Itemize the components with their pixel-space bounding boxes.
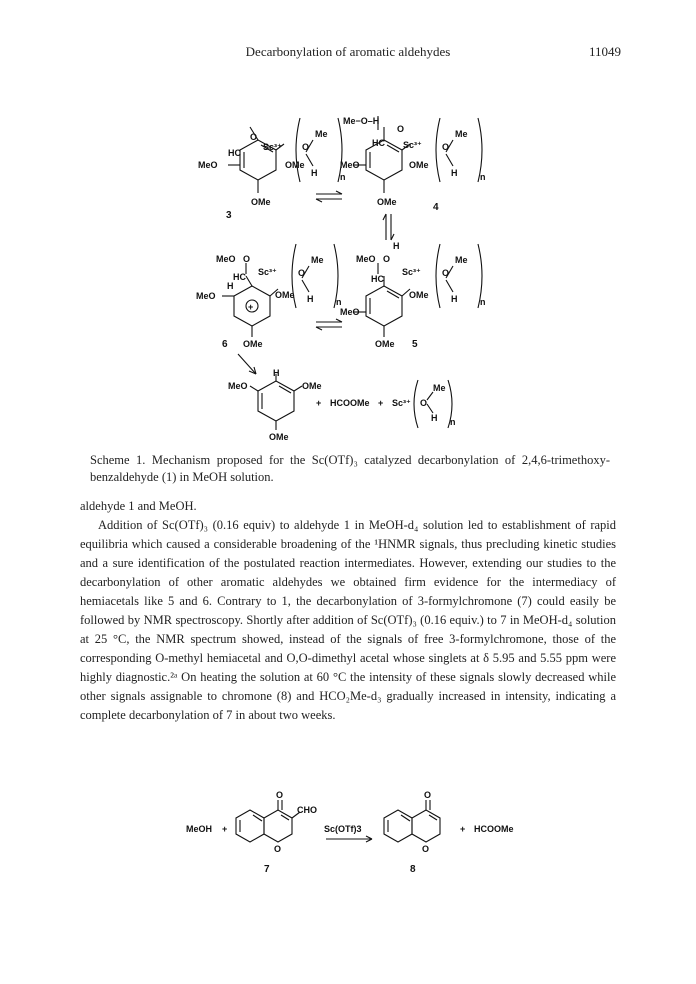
- h-label: H: [273, 368, 280, 378]
- caption-label: Scheme 1.: [90, 453, 146, 467]
- hcoome-label: HCOOMe: [330, 398, 370, 408]
- meo-label: MeO: [196, 291, 216, 301]
- ome-label: OMe: [269, 432, 289, 442]
- me-label: Me: [311, 255, 324, 265]
- me-label: Me: [433, 383, 446, 393]
- me-label: Me: [455, 129, 468, 139]
- meo-label: MeO: [340, 307, 360, 317]
- structure-8: [384, 790, 440, 875]
- h-label: H: [311, 168, 318, 178]
- compound-number-4: 4: [433, 202, 439, 213]
- meoh-label: MeOH: [186, 824, 213, 834]
- o-label: O: [250, 132, 258, 142]
- o-label: O: [298, 268, 306, 278]
- plus-sign: +: [460, 824, 466, 834]
- o-label: O: [274, 844, 282, 854]
- hc-label: HC: [233, 272, 246, 282]
- sc-label: Sc³⁺: [258, 267, 277, 277]
- sc-label: Sc³⁺: [263, 142, 282, 152]
- n-label: n: [336, 297, 342, 307]
- hc-label: HC: [371, 274, 384, 284]
- cho-label: CHO: [297, 805, 317, 815]
- compound-number-5: 5: [412, 339, 418, 350]
- catalyst-label: Sc(OTf)3: [324, 824, 362, 834]
- plus-sign: +: [378, 398, 384, 408]
- me-label: Me: [315, 129, 328, 139]
- meo-label: MeO: [216, 254, 236, 264]
- o-label: O: [422, 844, 430, 854]
- running-title: Decarbonylation of aromatic aldehydes: [245, 44, 451, 59]
- o-label: O: [383, 254, 391, 264]
- compound-number-6: 6: [222, 339, 228, 350]
- h-label: H: [451, 168, 458, 178]
- hc-label: HC: [372, 138, 385, 148]
- o-label: O: [276, 790, 284, 800]
- ome-label: OMe: [251, 197, 271, 207]
- plus-sign: +: [222, 824, 228, 834]
- o-label: O: [424, 790, 432, 800]
- h-label: H: [227, 281, 234, 291]
- o-label: O: [243, 254, 251, 264]
- n-label: n: [450, 417, 456, 427]
- o-label: O: [302, 142, 310, 152]
- ome-label: OMe: [375, 339, 395, 349]
- me-o-h-label: Me−O–H: [343, 116, 380, 126]
- sc-label: Sc³⁺: [402, 267, 421, 277]
- n-label: n: [480, 297, 486, 307]
- o-label: O: [420, 398, 428, 408]
- ome-label: OMe: [285, 160, 305, 170]
- meo-label: MeO: [356, 254, 376, 264]
- compound-number-7: 7: [264, 864, 270, 875]
- n-label: n: [340, 172, 346, 182]
- structure-7: [236, 790, 317, 875]
- hcoome-label: HCOOMe: [474, 824, 514, 834]
- ome-label: OMe: [377, 197, 397, 207]
- meo-label: MeO: [228, 381, 248, 391]
- hc-label: HC: [228, 148, 241, 158]
- ome-label: OMe: [409, 290, 429, 300]
- plus-sign: +: [316, 398, 322, 408]
- ome-label: OMe: [243, 339, 263, 349]
- h-label: H: [431, 413, 438, 423]
- compound-number-3: 3: [226, 210, 232, 221]
- h-label: H: [307, 294, 314, 304]
- o-label: O: [442, 268, 450, 278]
- ome-label: OMe: [302, 381, 322, 391]
- me-label: Me: [455, 255, 468, 265]
- ome-label: OMe: [275, 290, 295, 300]
- paragraph-1: aldehyde 1 and MeOH.: [80, 499, 197, 513]
- page-number: 11049: [588, 44, 621, 59]
- sc-label: Sc³⁺: [403, 140, 422, 150]
- h-label: H: [451, 294, 458, 304]
- meo-label: MeO: [340, 160, 360, 170]
- caption-text: Mechanism proposed for the Sc(OTf)₃ catalyzed decarbonylation of 2,4,6-trimethoxy-benzaldehyde (1) in MeOH solution.: [90, 453, 610, 484]
- plus-label: +: [248, 302, 254, 312]
- meo-label: MeO: [198, 160, 218, 170]
- n-label: n: [480, 172, 486, 182]
- h-label: H: [393, 241, 400, 251]
- sc-label: Sc³⁺: [392, 398, 411, 408]
- o-label: O: [397, 124, 405, 134]
- ome-label: OMe: [409, 160, 429, 170]
- paragraph-2: Addition of Sc(OTf)₃ (0.16 equiv) to aldehyde 1 in MeOH-d₄ solution led to establishment of rapid equilibria which caused a considerable broadening of the ¹HNMR signals, thus precluding kinetic studies and a sure identification of the postulated reaction intermediates. However, extending our studies to the decarbonylation of other aromatic aldehydes we obtained firm evidence for the intermediacy of hemiacetals like 5 and 6. Contrary to 1, the decarbonylation of 3-formylchromone (7) could easily be followed by NMR spectroscopy. Shortly after addition of Sc(OTf)₃ (0.16 equiv.) to 7 in MeOH-d₄ solution at 25 °C, the NMR spectrum showed, instead of the signals of free 3-formylchromone, those of the corresponding O-methyl hemiacetal and O,O-dimethyl acetal whose singlets at δ 5.95 and 5.55 ppm were highly diagnostic.²ᵃ On heating the solution at 60 °C the intensity of these signals slowly decreased while other signals assignable to chromone (8) and HCO₂Me-d₃ gradually increased in intensity, indicating a complete decarbonylation of 7 in about two weeks.: [80, 518, 616, 722]
- o-label: O: [442, 142, 450, 152]
- compound-number-8: 8: [410, 864, 416, 875]
